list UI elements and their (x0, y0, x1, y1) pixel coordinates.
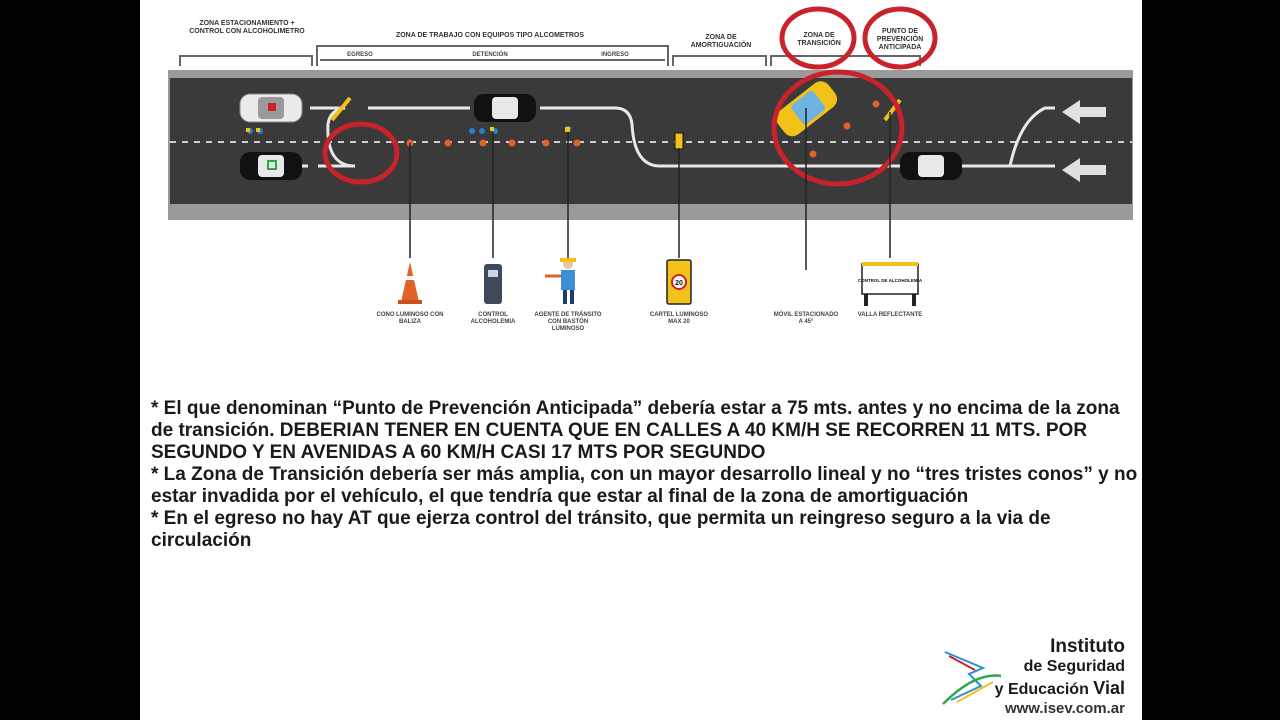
note-transition-zone: * La Zona de Transición debería ser más amplia, con un mayor desarrollo lineal y no “tres tristes conos” y no estar invadida por el vehículo, el que tendría que estar al final de la zona de amortiguación (151, 464, 1138, 507)
logo-line3b: Vial (1093, 678, 1125, 698)
notes-text (151, 398, 1141, 552)
logo-line2: de Seguridad (1023, 658, 1125, 675)
isev-logo-icon (935, 642, 1005, 712)
logo-url: www.isev.com.ar (1004, 700, 1125, 717)
logo-line3a: y Educación (994, 681, 1089, 698)
car-white (240, 94, 302, 122)
sign-speed-value: 20 (675, 280, 683, 287)
slide (140, 0, 1142, 720)
note-prevention-point: * El que denominan “Punto de Prevención Anticipada” debería estar a 75 mts. antes y no encima de la zona de transición. DEBERIAN TENER EN CUENTA QUE EN CALLES A 40 KM/H SE RECORREN 11 MTS. POR SEGUNDO Y EN AVENIDAS A 60 KM/H CASI 17 MTS POR SEGUNDO (151, 398, 1120, 463)
legend-cone: CONO LUMINOSO CON BALIZA (376, 312, 444, 325)
legend-alcohol: CONTROL ALCOHOLEMIA (470, 312, 516, 325)
logo-line1: Instituto (1050, 636, 1125, 657)
traffic-agent-icon (545, 258, 576, 304)
legend-agent: AGENTE DE TRÁNSITO CON BASTÓN LUMINOSO (534, 312, 602, 332)
reflective-barrier-icon (858, 262, 923, 306)
barrier-text: CONTROL DE ALCOHOLEMIA (857, 278, 923, 283)
zone-brackets (180, 46, 920, 66)
road-sign (675, 133, 683, 149)
logo-line3 (995, 678, 1125, 699)
zone-label-ingress: INGRESO (601, 52, 629, 58)
legend-vehicle: MÓVIL ESTACIONADO A 45° (773, 312, 839, 325)
car-black-right (900, 152, 962, 180)
legend-sign: CARTEL LUMINOSO MAX 20 (649, 312, 709, 325)
zone-label-cushion: ZONA DE AMORTIGUACIÓN (690, 34, 752, 49)
zone-label-parking: ZONA ESTACIONAMIENTO + CONTROL CON ALCOHOLIMETRO (189, 20, 305, 35)
zone-label-prevention: PUNTO DE PREVENCIÓN ANTICIPADA (876, 28, 924, 51)
traffic-cone-icon (398, 262, 422, 304)
note-egress: * En el egreso no hay AT que ejerza control del tránsito, que permita un reingreso seguro a la via de circulación (151, 508, 1051, 551)
car-black-middle (474, 94, 536, 122)
zone-label-work: ZONA DE TRABAJO CON EQUIPOS TIPO ALCOMETROS (395, 32, 585, 39)
legend-barrier: VALLA REFLECTANTE (857, 312, 923, 318)
isev-logo (935, 636, 1135, 720)
illuminated-sign-icon (667, 260, 691, 304)
car-black-left (240, 152, 302, 180)
zone-label-detention: DETENCIÓN (472, 52, 508, 58)
alcohol-meter-icon (484, 264, 502, 304)
zone-label-egress: EGRESO (347, 52, 373, 58)
zone-label-transition: ZONA DE TRANSICIÓN (797, 32, 841, 47)
